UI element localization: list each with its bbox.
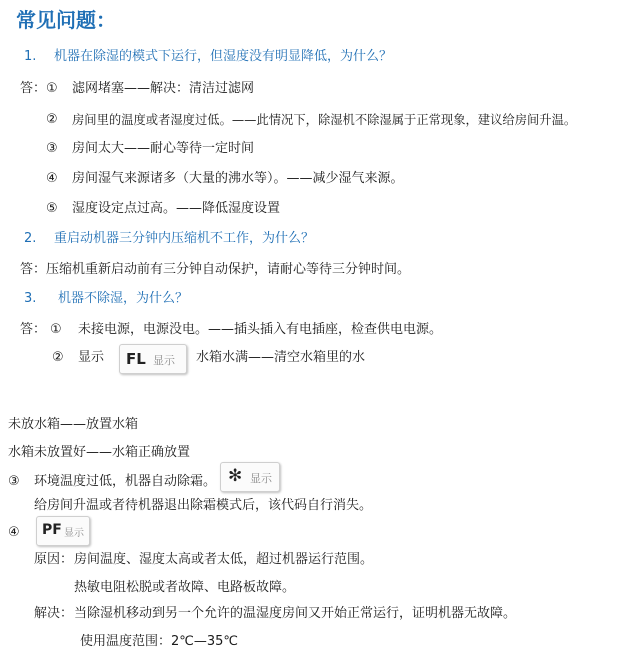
question-2-text: 重启动机器三分钟内压缩机不工作，为什么？ <box>54 231 315 246</box>
answer-3-item-3-mark: ③ <box>8 474 20 489</box>
question-1-number: 1. <box>24 49 37 64</box>
answer-2-text: 答：压缩机重新启动前有三分钟自动保护，请耐心等待三分钟时间。 <box>20 262 411 277</box>
fl-display-code: FL 显示 <box>119 344 187 374</box>
answer-3-item-2-prefix: 显示 <box>78 350 105 365</box>
answer-3-item-1-mark: ① <box>50 322 62 337</box>
question-1-text: 机器在除湿的模式下运行，但湿度没有明显降低，为什么？ <box>54 49 393 64</box>
solve-label: 解决： <box>34 606 74 621</box>
answer-3-item-3-note: 给房间升温或者待机器退出除霜模式后，该代码自行消失。 <box>34 498 373 513</box>
answer-1-item-4-text: 房间湿气来源诸多（大量的沸水等）。——减少湿气来源。 <box>72 171 404 186</box>
answer-1-item-5-mark: ⑤ <box>46 201 58 216</box>
cause-label: 原因： <box>34 552 74 567</box>
answer-3-item-2-text: 水箱水满——清空水箱里的水 <box>196 350 366 365</box>
temperature-range: 使用温度范围：2℃—35℃ <box>80 634 239 649</box>
question-2-number: 2. <box>24 231 37 246</box>
defrost-display-code: ✻ 显示 <box>220 462 280 492</box>
answer-1-item-4-mark: ④ <box>46 171 58 186</box>
cause-line-1: 房间温度、湿度太高或者太低，超过机器运行范围。 <box>74 552 374 567</box>
question-3-text: 机器不除湿，为什么？ <box>58 291 189 306</box>
faq-title: 常见问题： <box>16 8 116 32</box>
line-tank-misplaced: 水箱未放置好——水箱正确放置 <box>8 445 191 460</box>
question-3-number: 3. <box>24 291 37 306</box>
answer-1-item-2-text: 房间里的温度或者湿度过低。——此情况下，除湿机不除湿属于正常现象，建议给房间升温。 <box>72 113 577 127</box>
answer-1-item-2-mark: ② <box>46 112 58 127</box>
answer-3-item-1-text: 未接电源，电源没电。——插头插入有电插座，检查供电电源。 <box>78 322 443 337</box>
solve-text: 当除湿机移动到另一个允许的温湿度房间又开始正常运行，证明机器无故障。 <box>74 606 517 621</box>
answer-1-label: 答： <box>20 81 47 96</box>
answer-3-item-2-mark: ② <box>52 350 64 365</box>
answer-3-item-4-mark: ④ <box>8 525 20 540</box>
line-no-tank: 未放水箱——放置水箱 <box>8 417 139 432</box>
answer-1-item-3-mark: ③ <box>46 141 58 156</box>
answer-3-item-3-text: 环境温度过低，机器自动除霜。 <box>34 474 217 489</box>
pf-display-code: PF 显示 <box>36 516 90 546</box>
answer-1-item-5-text: 湿度设定点过高。——降低湿度设置 <box>72 201 281 216</box>
answer-3-label: 答： <box>20 322 47 337</box>
answer-1-item-3-text: 房间太大——耐心等待一定时间 <box>72 141 255 156</box>
answer-1-item-1-text: 滤网堵塞——解决：清洁过滤网 <box>72 81 255 96</box>
cause-line-2: 热敏电阻松脱或者故障、电路板故障。 <box>74 580 296 595</box>
answer-1-item-1-mark: ① <box>46 81 58 96</box>
